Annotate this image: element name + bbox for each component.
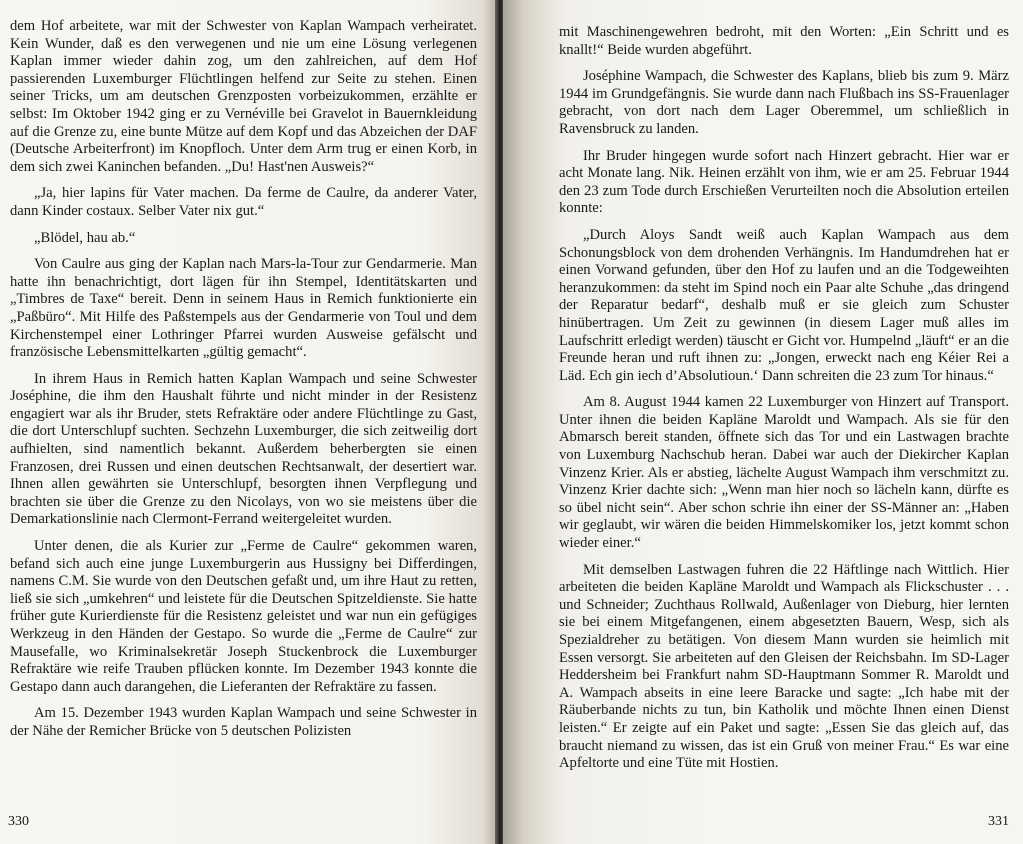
right-page xyxy=(503,0,1023,844)
paragraph: Ihr Bruder hingegen wurde sofort nach Hinzert gebracht. Hier war er acht Monate lang. Nik. Heinen erzählt von ihm, wie er am 25. Februar 1944 den 23 zum Tode durch Erschießen Verurteilten noch die Absolution erteilen konnte: xyxy=(559,147,1009,217)
paragraph: Unter denen, die als Kurier zur „Ferme de Caulre“ gekommen waren, befand sich auch eine junge Luxemburgerin aus Hussigny bei Differdingen, namens C.M. Sie wurde von den Deutschen gefaßt und, um ihre Haut zu retten, ließ sie sich „umkehren“ und leistete für die Deutschen Spitzeldienste. Sie hatte früher gute Kurierdienste für die Resistenz geleistet und war nun ein gefügiges Werkzeug in den Händen der Gestapo. So wurde die „Ferme de Caulre“ zur Mausefalle, wo Kriminalsekretär Joseph Stuckenbrock die Luxemburger Refraktäre wie reife Trauben pflücken konnte. Im Dezember 1943 konnte die Gestapo dann auch darangehen, die Lieferanten der Refraktäre zu fassen. xyxy=(10,538,477,695)
paragraph: Joséphine Wampach, die Schwester des Kaplans, blieb bis zum 9. März 1944 im Grundgefängnis. Sie wurde dann nach Flußbach ins SS-Frauenlager gebracht, von dort nach dem Lager Oberemmel, um schließlich in Ravensbruck zu landen. xyxy=(559,68,1009,137)
paragraph: „Ja, hier lapins für Vater machen. Da ferme de Caulre, da anderer Vater, dann Kinder costaux. Selber Vater nix gut.“ xyxy=(10,185,477,219)
paragraph: mit Maschinengewehren bedroht, mit den Worten: „Ein Schritt und es knallt!“ Beide wurden abgeführt. xyxy=(559,24,1009,58)
paragraph: Am 8. August 1944 kamen 22 Luxemburger von Hinzert auf Transport. Unter ihnen die beiden Kapläne Maroldt und Wampach. Als sie für den Abmarsch bereit standen, öffnete sich das Tor und ein Lastwagen brachte von Luxemburg Nachschub heran. Dabei war auch der Diekircher Kaplan Vinzenz Krier. Als er abstieg, lächelte August Wampach ihm verschmitzt zu. Vinzenz Krier dachte sich: „Wenn man hier noch so lächeln kann, dürfte es so übel nicht sein“. Aber schon schrie ihn einer der SS-Männer an: „Haben wir geglaubt, wir wären die beiden Himmelskomiker los, jetzt kommt schon wieder einer.“ xyxy=(559,394,1009,552)
page-number: 330 xyxy=(8,814,29,829)
paragraph: dem Hof arbeitete, war mit der Schwester von Kaplan Wampach verheiratet. Kein Wunder, daß es den verwegenen und nie um eine Lösung verlegenen Kaplan immer wieder dahin zog, um den zahlreichen, auf dem Hof passierenden Luxemburger Flüchtlingen helfend zur Seite zu stehen. Einen seiner Tricks, um am deutschen Grenzposten vorbeizukommen, erzählte er selbst: Im Oktober 1942 ging er zu Vernéville bei Gravelot in Bauernkleidung auf die Grenze zu, eine bunte Mütze auf dem Kopf und das Abzeichen der DAF (Deutsche Arbeiterfront) im Knopfloch. Unter dem Arm trug er einen Korb, in dem sich zwei Kaninchen befanden. „Du! Hast'nen Ausweis?“ xyxy=(10,18,477,175)
quote-paragraph: „Durch Aloys Sandt weiß auch Kaplan Wampach aus dem Schonungsblock von dem drohenden Verhängnis. Im Handumdrehen hat er einen Vorwand gefunden, über den Hof zu laufen und an die Todgeweihten heranzukommen: da steht im Spind noch ein Paar alte Schuhe „das dringend der Reparatur bedarf“, deshalb muß er sie gleich zum Schuster hinübertragen. Um Zeit zu gewinnen (in diesem Lager muß alles im Laufschritt erledigt werden) täuscht er Gicht vor. Humpelnd „läuft“ er an die Freunde heran und ruft ihnen zu: „Jongen, erweckt nach eng Kéier Rei a Läd. Ech gin iech d’Absolutioun.‘ Dann schreiten die 23 zum Tor hinaus.“ xyxy=(559,226,1009,384)
paragraph: Am 15. Dezember 1943 wurden Kaplan Wampach und seine Schwester in der Nähe der Remicher Brücke von 5 deutschen Polizisten xyxy=(10,705,477,739)
paragraph: In ihrem Haus in Remich hatten Kaplan Wampach und seine Schwester Joséphine, die ihm den Haushalt führte und nicht minder in der Resistenz engagiert war als ihr Bruder, stets Refraktäre oder andere Flüchtlinge zu Gast, die dort Unterschlupf suchten. Sechzehn Luxemburger, die sich zeitweilig dort aufhielten, sind namentlich bekannt. Außerdem beherbergten sie einen Franzosen, drei Russen und einen deutschen Rechtsanwalt, der desertiert war. Ihnen allen gewährten sie Unterschlupf, besorgten ihnen Verpflegung und brachten sie über die Grenze zu den Nicolays, von wo sie meistens über die Demarkationslinie nach Clermont-Ferrand weitergeleitet wurden. xyxy=(10,370,477,528)
paragraph: Von Caulre aus ging der Kaplan nach Mars-la-Tour zur Gendarmerie. Man hatte ihn benachrichtigt, dort lägen für ihn Stempel, Identitätskarten und „Timbres de Taxe“ bereit. Denn in seinem Haus in Remich funktionierte ein „Paßbüro“. Mit Hilfe des Paßstempels aus der Gendarmerie von Toul und dem Kirchenstempel einer Lothringer Pfarrei wurden Ausweise gefälscht und französische Lebensmittelkarten „gültig gemacht“. xyxy=(10,256,477,361)
page-number: 331 xyxy=(988,814,1009,829)
left-page xyxy=(0,0,497,844)
paragraph: „Blödel, hau ab.“ xyxy=(34,229,136,246)
paragraph: Mit demselben Lastwagen fuhren die 22 Häftlinge nach Wittlich. Hier arbeiteten die beiden Kapläne Maroldt und Wampach als Flickschuster . . . und Schneider; Zuchthaus Rollwald, Außenlager von Dieburg, hier lernten sie bei einem Mitgefangenen, einem abgesetzten Bauern, Wesp, sich als Spezialdreher zu betätigen. Von diesem Mann wurden sie heimlich mit Essen versorgt. Sie arbeiteten auf den Gleisen der Reichsbahn. Im SD-Lager Heddersheim bei Frankfurt nahm SD-Hauptmann Sommer R. Maroldt und A. Wampach abseits in eine leere Baracke und sagte: „Ich habe mit der Räuberbande nichts zu tun, bin Katholik und möchte Ihnen einen Dienst leisten.“ Er zeigte auf ein Paket und sagte: „Essen Sie das gleich auf, das braucht niemand zu wissen, das ist ein Gruß von meiner Frau.“ Es war eine Apfeltorte und eine Tüte mit Hostien. xyxy=(559,561,1009,772)
